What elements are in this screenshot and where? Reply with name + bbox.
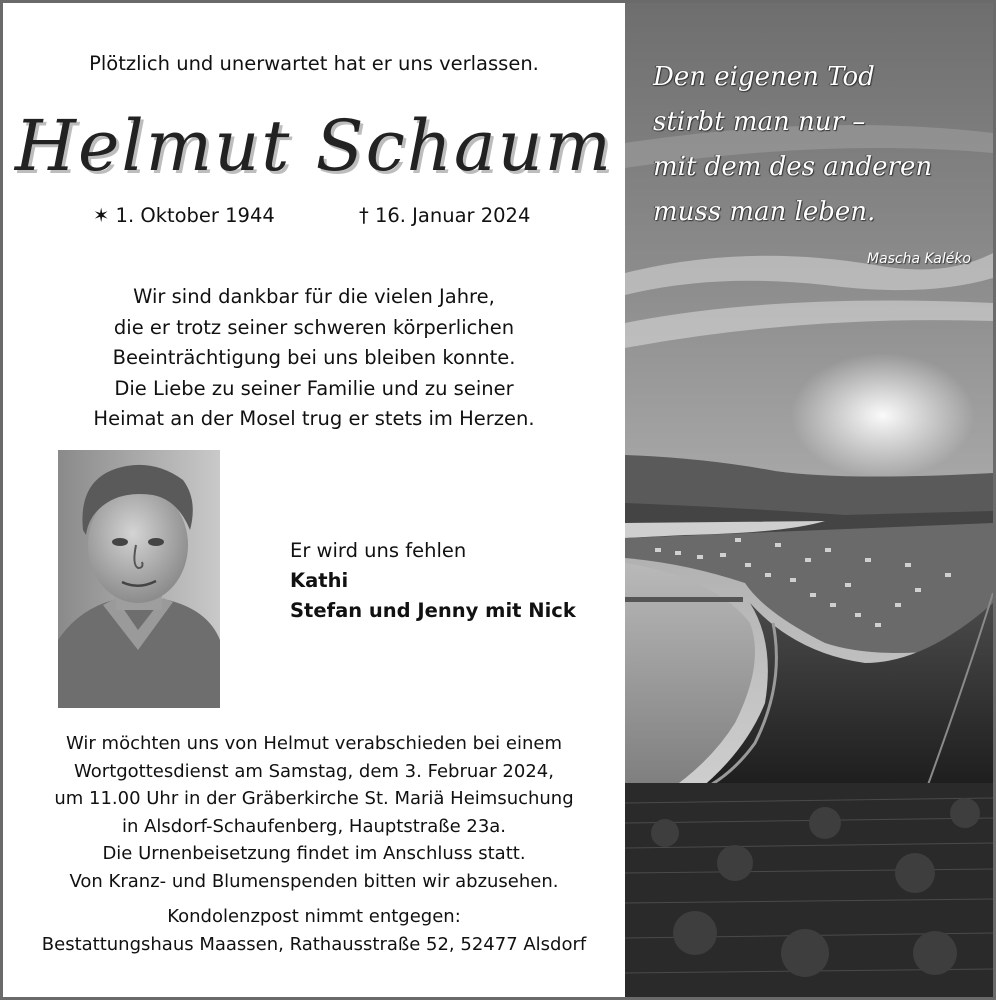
service-line: Von Kranz- und Blumenspenden bitten wir abzusehen.: [69, 870, 559, 892]
quote-line: mit dem des anderen: [653, 152, 933, 182]
mourners-intro: Er wird uns fehlen: [290, 539, 467, 562]
gratitude-line: Heimat an der Mosel trug er stets im Herzen.: [93, 407, 535, 430]
birth-date: ✶ 1. Oktober 1944: [93, 204, 275, 227]
gratitude-paragraph: [3, 282, 625, 435]
death-date: † 16. Januar 2024: [359, 204, 531, 227]
intro-text: Plötzlich und unerwartet hat er uns verlassen.: [89, 52, 539, 75]
quote-author: Mascha Kaléko: [867, 251, 971, 267]
service-line: um 11.00 Uhr in der Gräberkirche St. Mariä Heimsuchung: [54, 788, 574, 809]
service-line: in Alsdorf-Schaufenberg, Hauptstraße 23a.: [121, 815, 507, 837]
gratitude-line: Die Liebe zu seiner Familie und zu seiner: [114, 376, 514, 400]
gratitude-line: Beeinträchtigung bei uns bleiben konnte.: [112, 346, 516, 369]
service-line: Die Urnenbeisetzung findet im Anschluss statt.: [102, 843, 526, 864]
mourner-name: Kathi: [290, 569, 349, 592]
mourners-block: [290, 536, 576, 626]
quote-line: Den eigenen Tod: [653, 62, 875, 92]
portrait-photo: [58, 450, 220, 708]
condolence-line: Bestattungshaus Maassen, Rathausstraße 52, 52477 Alsdorf: [41, 934, 587, 955]
quote-line: muss man leben.: [653, 197, 876, 227]
service-paragraph: [3, 730, 625, 895]
condolence-paragraph: [3, 903, 625, 959]
gratitude-line: Wir sind dankbar für die vielen Jahre,: [133, 285, 495, 308]
poem-quote: [653, 55, 993, 235]
quote-line: stirbt man nur –: [653, 107, 866, 137]
service-line: Wortgottesdienst am Samstag, dem 3. Februar 2024,: [74, 760, 554, 782]
notice-text-column: [3, 3, 625, 997]
mourner-name: Stefan und Jenny mit Nick: [290, 599, 576, 622]
deceased-name: Helmut Schaum: [14, 105, 614, 187]
service-line: Wir möchten uns von Helmut verabschieden bei einem: [66, 733, 562, 754]
condolence-line: Kondolenzpost nimmt entgegen:: [167, 906, 461, 927]
gratitude-line: die er trotz seiner schweren körperlichen: [113, 315, 515, 339]
landscape-image-panel: [625, 3, 993, 997]
